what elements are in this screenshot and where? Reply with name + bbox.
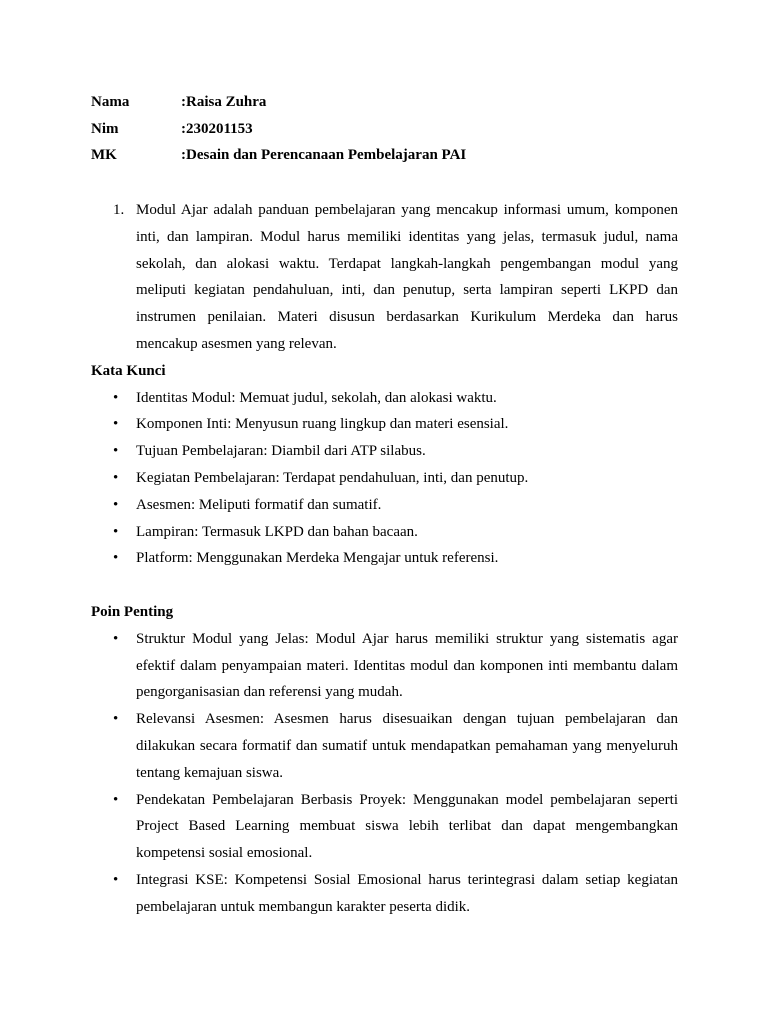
list-item [91, 519, 678, 546]
list-item [91, 438, 678, 465]
list-item [91, 545, 678, 572]
list-item [91, 706, 678, 786]
blank-line [91, 572, 678, 599]
list-item [91, 492, 678, 519]
list-item [91, 626, 678, 706]
bullet-icon: • [113, 630, 119, 647]
list-item [91, 411, 678, 438]
list-item [91, 867, 678, 921]
list-item-text: Identitas Modul: Memuat judul, sekolah, dan alokasi waktu. [136, 389, 497, 406]
header-row-mk [91, 145, 691, 172]
kata-kunci-list [91, 385, 678, 573]
section-heading-kata-kunci: Kata Kunci [91, 362, 166, 379]
bullet-icon: • [113, 791, 119, 808]
list-item-text: Relevansi Asesmen: Asesmen harus disesuaikan dengan tujuan pembelajaran dan dilakukan secara formatif dan sumatif untuk mendapatkan pemahaman yang menyeluruh tentang kemajuan siswa. [136, 711, 678, 781]
list-number: 1. [113, 202, 125, 218]
list-item-text: Struktur Modul yang Jelas: Modul Ajar harus memiliki struktur yang sistematis agar efektif dalam penyampaian materi. Identitas modul dan komponen inti membantu dalam pengorganisasian dan referensi yang mudah. [136, 630, 678, 701]
bullet-icon: • [113, 416, 119, 433]
header-label: MK [91, 147, 117, 163]
list-item-text: Komponen Inti: Menyusun ruang lingkup dan materi esensial. [136, 416, 509, 433]
list-item-text: Platform: Menggunakan Merdeka Mengajar untuk referensi. [136, 550, 499, 567]
bullet-icon: • [113, 389, 119, 406]
bullet-icon: • [113, 711, 119, 728]
header-value: :Desain dan Perencanaan Pembelajaran PAI [181, 147, 467, 163]
poin-penting-list [91, 626, 678, 921]
header-row-nim [91, 119, 691, 146]
bullet-icon: • [113, 496, 119, 513]
numbered-item-1 [91, 197, 678, 358]
header-row-nama [91, 92, 691, 119]
bullet-icon: • [113, 871, 119, 888]
bullet-icon: • [113, 550, 119, 567]
bullet-icon: • [113, 523, 119, 540]
list-item [91, 787, 678, 867]
header-value: :230201153 [181, 120, 253, 137]
list-item-text: Kegiatan Pembelajaran: Terdapat pendahuluan, inti, dan penutup. [136, 469, 529, 486]
document-body [91, 197, 678, 921]
summary-paragraph: Modul Ajar adalah panduan pembelajaran yang mencakup informasi umum, komponen inti, dan lampiran. Modul harus memiliki identitas yang jelas, termasuk judul, nama sekolah, dan alokasi waktu. Terdapat langkah-langkah pengembangan modul yang meliputi kegiatan pendahuluan, inti, dan penutup, serta lampiran seperti LKPD dan instrumen penilaian. Materi disusun berdasarkan Kurikulum Merdeka dan harus mencakup asesmen yang relevan. [136, 202, 678, 352]
section-heading-poin-penting: Poin Penting [91, 603, 174, 620]
header-value: :Raisa Zuhra [181, 94, 267, 110]
list-item-text: Asesmen: Meliputi formatif dan sumatif. [136, 496, 382, 513]
list-item [91, 385, 678, 412]
bullet-icon: • [113, 443, 119, 460]
list-item-text: Lampiran: Termasuk LKPD dan bahan bacaan. [136, 523, 418, 540]
list-item [91, 465, 678, 492]
header-label: Nim [91, 120, 119, 137]
header-label: Nama [91, 94, 130, 110]
list-item-text: Tujuan Pembelajaran: Diambil dari ATP silabus. [136, 443, 426, 460]
list-item-text: Integrasi KSE: Kompetensi Sosial Emosional harus terintegrasi dalam setiap kegiatan pembelajaran untuk membangun karakter peserta didik. [136, 871, 678, 915]
list-item-text: Pendekatan Pembelajaran Berbasis Proyek: Menggunakan model pembelajaran seperti Project Based Learning membuat siswa lebih terlibat dan dapat mengembangkan kompetensi sosial emosional. [136, 791, 678, 862]
bullet-icon: • [113, 469, 119, 486]
identity-header [91, 92, 691, 172]
